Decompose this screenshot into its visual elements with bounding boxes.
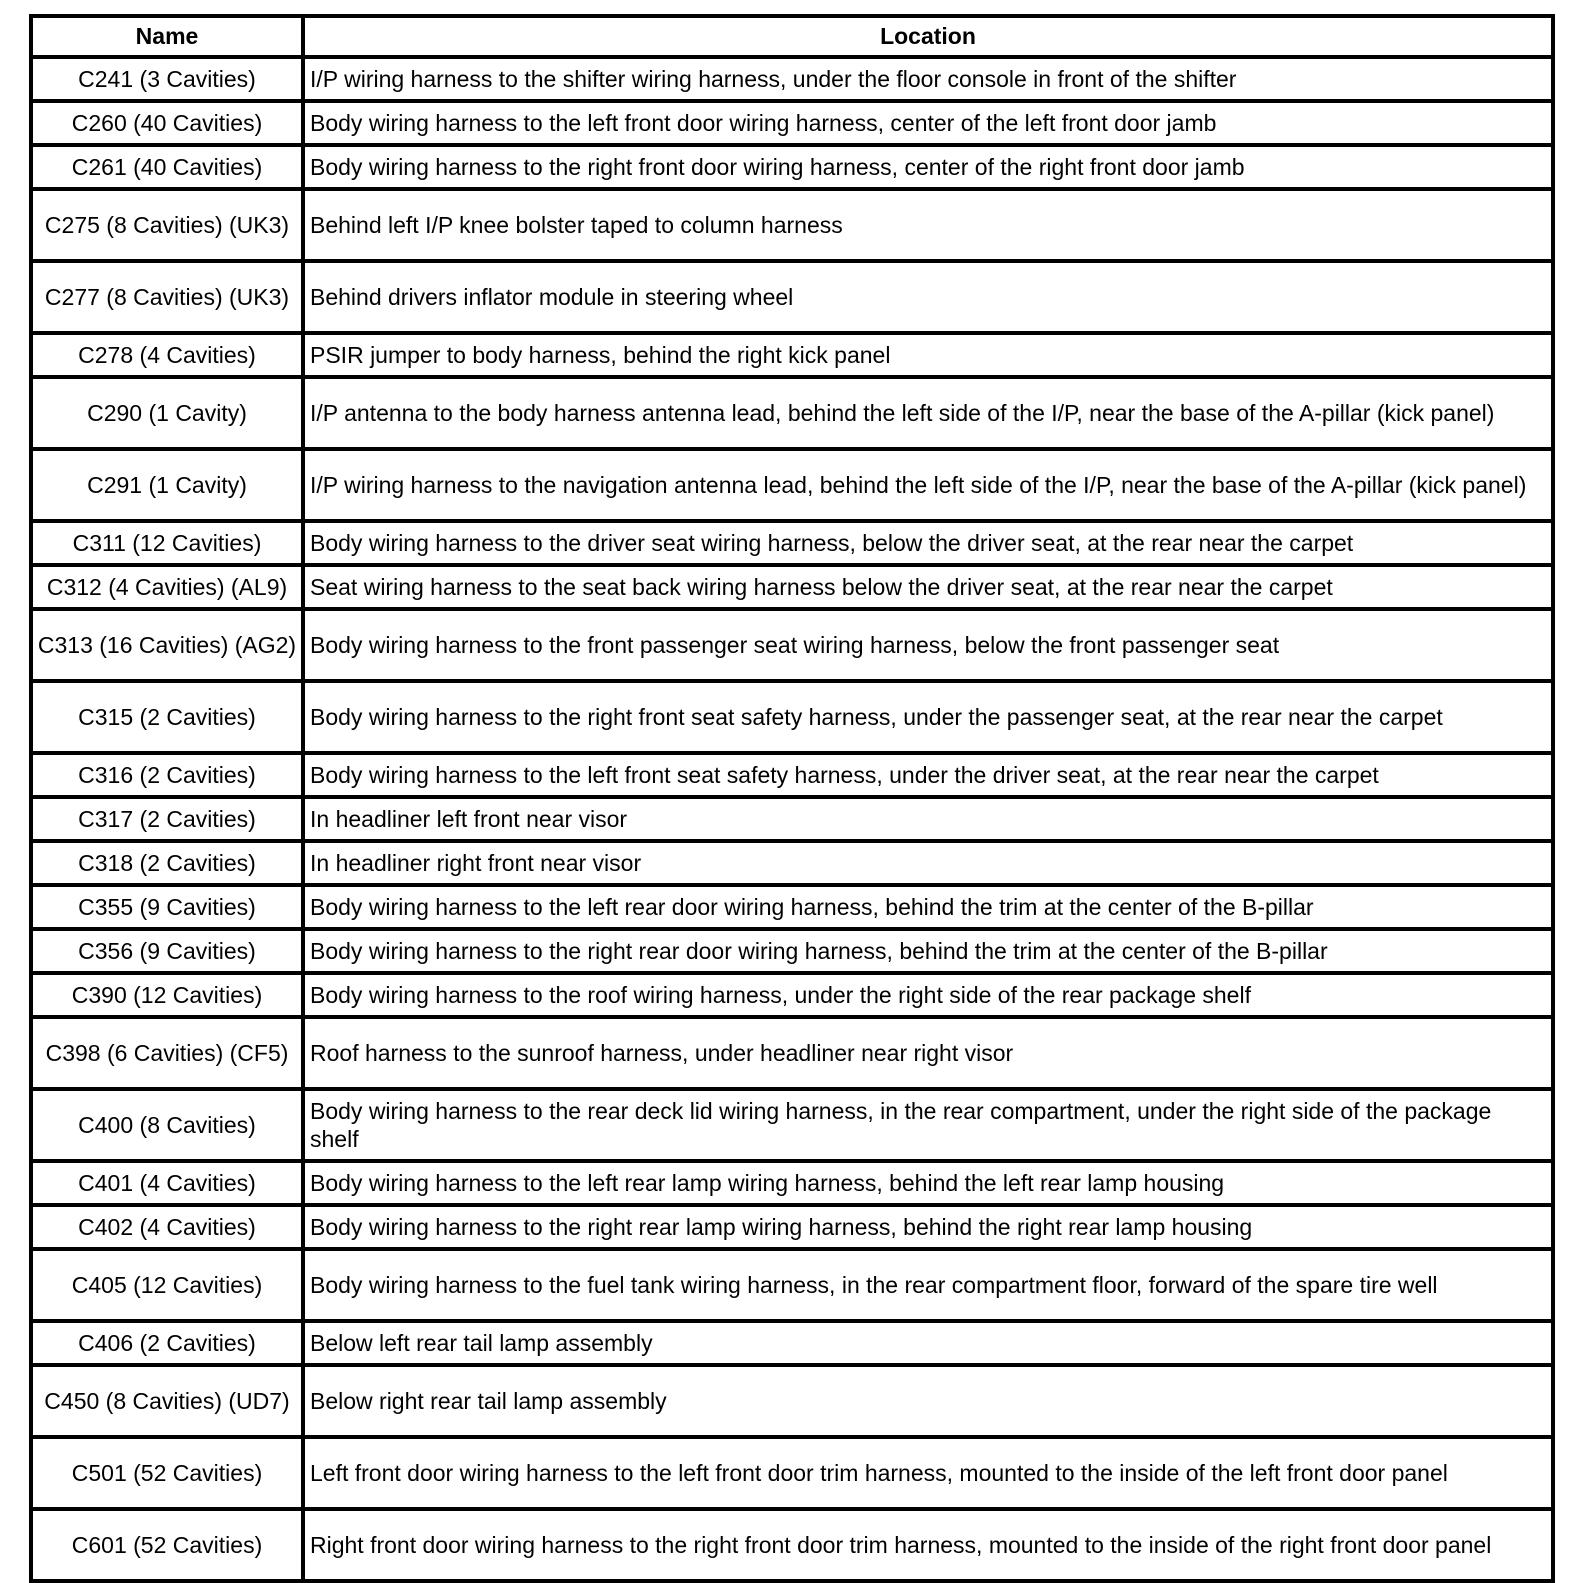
- table-row: [31, 333, 1553, 377]
- connector-name: C398 (6 Cavities) (CF5): [31, 1017, 303, 1089]
- table-row: [31, 1321, 1553, 1365]
- connector-name: C290 (1 Cavity): [31, 377, 303, 449]
- table-row: [31, 57, 1553, 101]
- connector-location: Body wiring harness to the left front seat safety harness, under the driver seat, at the rear near the carpet: [303, 753, 1553, 797]
- header-row: [31, 16, 1553, 57]
- table-row: [31, 753, 1553, 797]
- table-row: [31, 521, 1553, 565]
- connector-location: I/P wiring harness to the navigation antenna lead, behind the left side of the I/P, near the base of the A-pillar (kick panel): [303, 449, 1553, 521]
- connector-name: C601 (52 Cavities): [31, 1509, 303, 1581]
- table-row: [31, 681, 1553, 753]
- connector-name: C318 (2 Cavities): [31, 841, 303, 885]
- connector-location: I/P wiring harness to the shifter wiring harness, under the floor console in front of the shifter: [303, 57, 1553, 101]
- connector-location: Body wiring harness to the driver seat wiring harness, below the driver seat, at the rear near the carpet: [303, 521, 1553, 565]
- table-body: [31, 57, 1553, 1581]
- connector-location: PSIR jumper to body harness, behind the right kick panel: [303, 333, 1553, 377]
- connector-name: C501 (52 Cavities): [31, 1437, 303, 1509]
- connector-location: I/P antenna to the body harness antenna lead, behind the left side of the I/P, near the base of the A-pillar (kick panel): [303, 377, 1553, 449]
- connector-name: C278 (4 Cavities): [31, 333, 303, 377]
- connector-name: C312 (4 Cavities) (AL9): [31, 565, 303, 609]
- header-location: Location: [303, 16, 1553, 57]
- connector-location: Body wiring harness to the right rear lamp wiring harness, behind the right rear lamp housing: [303, 1205, 1553, 1249]
- connector-name: C241 (3 Cavities): [31, 57, 303, 101]
- connector-location-table-wrapper: [29, 14, 1551, 1583]
- connector-location: In headliner right front near visor: [303, 841, 1553, 885]
- connector-name: C317 (2 Cavities): [31, 797, 303, 841]
- table-row: [31, 841, 1553, 885]
- table-row: [31, 1161, 1553, 1205]
- connector-location: Body wiring harness to the right rear door wiring harness, behind the trim at the center of the B-pillar: [303, 929, 1553, 973]
- connector-name: C355 (9 Cavities): [31, 885, 303, 929]
- table-row: [31, 1509, 1553, 1581]
- table-header: [31, 16, 1553, 57]
- connector-location: Body wiring harness to the right front seat safety harness, under the passenger seat, at the rear near the carpet: [303, 681, 1553, 753]
- connector-location: Body wiring harness to the fuel tank wiring harness, in the rear compartment floor, forward of the spare tire well: [303, 1249, 1553, 1321]
- table-row: [31, 101, 1553, 145]
- connector-location: Right front door wiring harness to the right front door trim harness, mounted to the inside of the right front door panel: [303, 1509, 1553, 1581]
- table-row: [31, 1089, 1553, 1161]
- connector-location: Below right rear tail lamp assembly: [303, 1365, 1553, 1437]
- connector-name: C291 (1 Cavity): [31, 449, 303, 521]
- table-row: [31, 1365, 1553, 1437]
- connector-name: C261 (40 Cavities): [31, 145, 303, 189]
- connector-location: Body wiring harness to the front passenger seat wiring harness, below the front passenger seat: [303, 609, 1553, 681]
- table-row: [31, 449, 1553, 521]
- connector-location: Left front door wiring harness to the left front door trim harness, mounted to the inside of the left front door panel: [303, 1437, 1553, 1509]
- table-row: [31, 565, 1553, 609]
- table-row: [31, 929, 1553, 973]
- connector-location: Behind left I/P knee bolster taped to column harness: [303, 189, 1553, 261]
- connector-name: C260 (40 Cavities): [31, 101, 303, 145]
- connector-location: Below left rear tail lamp assembly: [303, 1321, 1553, 1365]
- connector-location-table: [29, 14, 1555, 1583]
- table-row: [31, 145, 1553, 189]
- header-name: Name: [31, 16, 303, 57]
- connector-name: C356 (9 Cavities): [31, 929, 303, 973]
- table-row: [31, 261, 1553, 333]
- connector-location: Roof harness to the sunroof harness, under headliner near right visor: [303, 1017, 1553, 1089]
- connector-location: Seat wiring harness to the seat back wiring harness below the driver seat, at the rear near the carpet: [303, 565, 1553, 609]
- table-row: [31, 609, 1553, 681]
- table-row: [31, 885, 1553, 929]
- connector-name: C275 (8 Cavities) (UK3): [31, 189, 303, 261]
- table-row: [31, 973, 1553, 1017]
- connector-location: Body wiring harness to the right front door wiring harness, center of the right front door jamb: [303, 145, 1553, 189]
- connector-name: C405 (12 Cavities): [31, 1249, 303, 1321]
- connector-location: Body wiring harness to the rear deck lid wiring harness, in the rear compartment, under the right side of the package shelf: [303, 1089, 1553, 1161]
- connector-name: C315 (2 Cavities): [31, 681, 303, 753]
- connector-name: C313 (16 Cavities) (AG2): [31, 609, 303, 681]
- connector-location: In headliner left front near visor: [303, 797, 1553, 841]
- table-row: [31, 1249, 1553, 1321]
- connector-name: C316 (2 Cavities): [31, 753, 303, 797]
- connector-location: Body wiring harness to the roof wiring harness, under the right side of the rear package shelf: [303, 973, 1553, 1017]
- table-row: [31, 1205, 1553, 1249]
- connector-name: C402 (4 Cavities): [31, 1205, 303, 1249]
- connector-name: C311 (12 Cavities): [31, 521, 303, 565]
- connector-name: C401 (4 Cavities): [31, 1161, 303, 1205]
- table-row: [31, 377, 1553, 449]
- table-row: [31, 1437, 1553, 1509]
- connector-location: Body wiring harness to the left rear lamp wiring harness, behind the left rear lamp housing: [303, 1161, 1553, 1205]
- table-row: [31, 189, 1553, 261]
- connector-location: Behind drivers inflator module in steering wheel: [303, 261, 1553, 333]
- connector-location: Body wiring harness to the left rear door wiring harness, behind the trim at the center of the B-pillar: [303, 885, 1553, 929]
- connector-name: C450 (8 Cavities) (UD7): [31, 1365, 303, 1437]
- table-row: [31, 797, 1553, 841]
- connector-name: C277 (8 Cavities) (UK3): [31, 261, 303, 333]
- connector-name: C400 (8 Cavities): [31, 1089, 303, 1161]
- connector-name: C390 (12 Cavities): [31, 973, 303, 1017]
- connector-name: C406 (2 Cavities): [31, 1321, 303, 1365]
- table-row: [31, 1017, 1553, 1089]
- connector-location: Body wiring harness to the left front door wiring harness, center of the left front door jamb: [303, 101, 1553, 145]
